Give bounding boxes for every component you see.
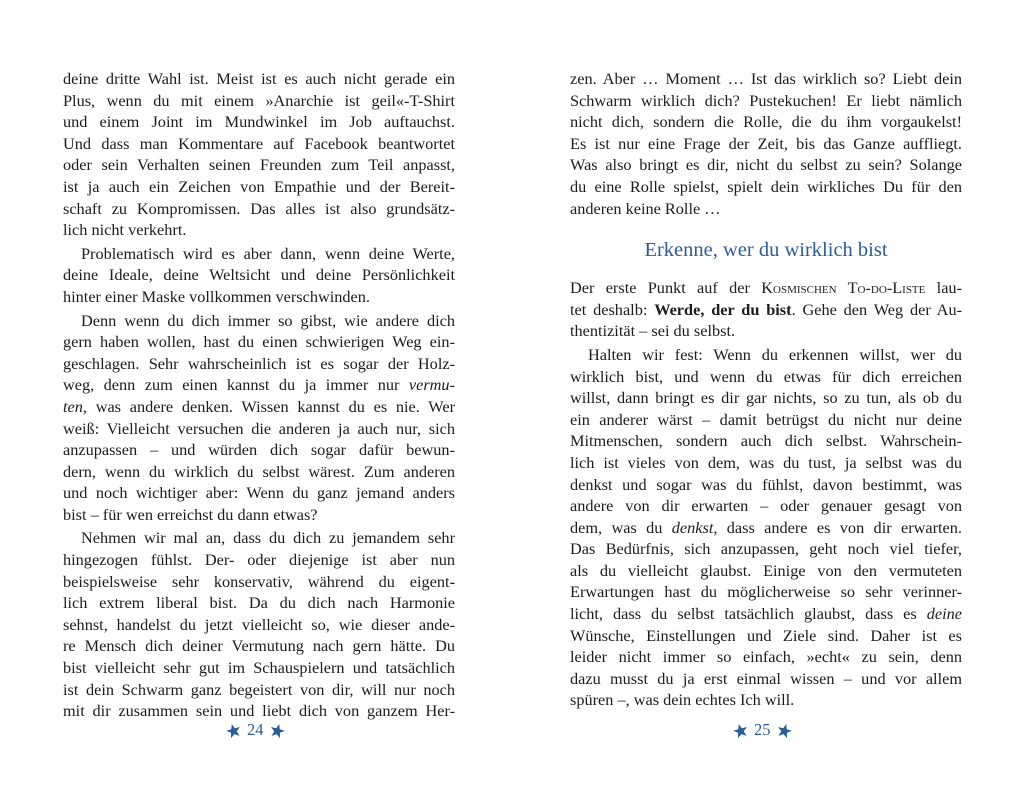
section-heading: Erkenne, wer du wirklich bist <box>644 239 888 262</box>
text-line: Halten wir fest: Wenn du erkennen willst, wer du <box>588 344 962 364</box>
star-icon <box>226 723 241 738</box>
text-line: Wünsche, Einstellungen und Ziele sind. Daher ist es <box>570 625 962 645</box>
text-line: gern haben wollen, hast du einen schwierigen Weg ein- <box>63 332 455 352</box>
text-line: Und dass man Kommentare auf Facebook beantwortet <box>63 133 455 153</box>
text-line <box>570 517 962 539</box>
text-line: Nehmen wir mal an, dass du dich zu jemandem sehr <box>81 528 455 548</box>
text-line: nicht dich, sondern die Rolle, die du ihm vorgaukelst! <box>570 112 962 132</box>
text-run: . Gehe den Weg der Au- <box>791 299 963 319</box>
text-line: anderen keine Rolle … <box>570 198 721 218</box>
text-line: Das Bedürfnis, sich anzupassen, geht noch viel tiefer, <box>570 539 962 559</box>
text-line: willst, dann bringt es dir gar nichts, so zu tun, als ob du <box>570 388 962 408</box>
text-run: , dass andere es von dir erwarten. <box>713 517 962 537</box>
text-line: wirklich bist, und wenn du etwas für dich erreichen <box>570 366 962 386</box>
text-line: Plus, wenn du mit einem »Anarchie ist geil«-T-Shirt <box>63 90 455 110</box>
text-line <box>570 277 962 299</box>
text-run: lau- <box>925 278 962 298</box>
text-run: tet deshalb: <box>570 299 655 319</box>
page-number: 25 <box>754 720 771 739</box>
text-line: mit dir zusammen sein und liebt dich von ganzem Her- <box>63 701 455 721</box>
text-line: denkst und sogar was du fühlst, davon bestimmt, was <box>570 474 962 494</box>
text-line <box>570 299 962 321</box>
text-line: Problematisch wird es aber dann, wenn deine Werte, <box>81 243 455 263</box>
text-line: deine dritte Wahl ist. Meist ist es auch nicht gerade ein <box>63 69 455 88</box>
text-line: thentizität – sei du selbst. <box>570 321 736 341</box>
text-line: dern, wenn du wirklich du selbst wärest. Zum anderen <box>63 461 455 481</box>
star-icon <box>733 723 748 738</box>
text-line-italic-ten <box>63 396 455 418</box>
italic-word: vermu- <box>408 375 455 395</box>
page-number-right <box>733 720 792 740</box>
page-number: 24 <box>247 720 264 739</box>
text-line: weiß: Vielleicht versuchen die anderen ja auch nur, sich <box>63 418 455 438</box>
text-line: lich extrem liberal bist. Da du dich nach Harmonie <box>63 593 455 613</box>
text-line <box>570 603 962 625</box>
text-line: Erwartungen hast du möglicherweise so sehr verinner- <box>570 582 962 602</box>
text-line: ist ja auch ein Zeichen von Empathie und der Bereit- <box>63 176 455 196</box>
text-line: hingezogen fühlst. Der- oder diejenige ist aber nun <box>63 550 455 570</box>
text-line: oder sein Verhalten seinen Freunden zum Teil anpasst, <box>63 155 455 175</box>
text-line: als du vielleicht glaubst. Einige von den vermuteten <box>570 560 962 580</box>
text-run: Der erste Punkt auf der <box>570 278 762 298</box>
text-line: re Mensch dich deiner Vermutung nach gern hätte. Du <box>63 636 455 656</box>
text-line: bist – für wen erreichst du dann etwas? <box>63 504 318 524</box>
italic-word: deine <box>926 604 962 624</box>
text-line: Es ist nur eine Frage der Zeit, bis das Ganze auffliegt. <box>570 133 962 153</box>
text-line: deine Ideale, deine Weltsicht und deine Persönlichkeit <box>63 265 455 285</box>
text-line: Schwarm wirklich dich? Pustekuchen! Er liebt nämlich <box>570 90 962 110</box>
text-line: spüren –, was dein echtes Ich will. <box>570 690 795 710</box>
star-icon <box>270 723 285 738</box>
italic-word: ten <box>63 396 83 416</box>
text-run: licht, dass du selbst tatsächlich glaubst, dass es <box>570 604 927 624</box>
text-line: geschlagen. Sehr wahrscheinlich ist es sogar der Holz- <box>63 353 455 373</box>
star-icon <box>777 723 792 738</box>
small-caps-title: Kosmischen To-do-Liste <box>761 278 926 298</box>
text-line: und einem Joint im Mundwinkel im Job auftauchst. <box>63 112 455 132</box>
text-run: dem, was du <box>570 517 672 537</box>
text-line: ein anderer wärst – damit betrügst du nicht nur deine <box>570 409 962 429</box>
text-line: andere von dir erwarten – oder genauer gesagt von <box>570 496 962 516</box>
text-line: ist dein Schwarm ganz begeistert von dir, will nur noch <box>63 679 455 699</box>
text-line: dazu musst du ja erst einmal wissen – und vor allem <box>570 668 962 688</box>
vermu-prefix: weg, denn zum einen kannst du ja immer nur <box>63 375 409 395</box>
italic-word: denkst <box>671 517 714 537</box>
right-page <box>570 68 962 711</box>
page-number-left <box>226 720 285 740</box>
text-line: lich ist vieles von dem, was du tust, ja selbst was du <box>570 452 962 472</box>
text-line: Denn wenn du dich immer so gibst, wie andere dich <box>81 310 455 330</box>
text-line: du eine Rolle spielst, spielt dein wirkliches Du für den <box>570 176 962 196</box>
text-line: lich nicht verkehrt. <box>63 220 187 240</box>
text-line: bist vielleicht sehr gut im Schauspielern und tatsächlich <box>63 658 455 678</box>
text-line: und noch wichtiger aber: Wenn du ganz jemand anders <box>63 483 455 503</box>
text-line: hinter einer Maske vollkommen verschwinden. <box>63 286 370 306</box>
left-page <box>63 68 455 722</box>
text-line: zen. Aber … Moment … Ist das wirklich so? Liebt dein <box>570 69 962 88</box>
text-line: Was also bringt es dir, nicht du selbst zu sein? Solange <box>570 155 962 175</box>
text-line: leider nicht immer so einfach, »echt« zu sein, denn <box>570 647 962 667</box>
bold-phrase: Werde, der du bist <box>654 299 792 319</box>
ten-suffix: , was andere denken. Wissen kannst du es nie. Wer <box>82 396 455 416</box>
text-line: anzupassen – und würden dich sogar dafür bewun- <box>63 440 455 460</box>
text-line: schaft zu Kompromissen. Das alles ist also grundsätz- <box>63 198 455 218</box>
text-line: beispielsweise sehr konservativ, während du eigent- <box>63 571 455 591</box>
text-line: sehnst, handelst du jetzt vielleicht so, wie dieser ande- <box>63 614 455 634</box>
text-line-italic-vermu <box>63 374 455 396</box>
text-line: Mitmenschen, sondern auch dich selbst. Wahrschein- <box>570 431 962 451</box>
